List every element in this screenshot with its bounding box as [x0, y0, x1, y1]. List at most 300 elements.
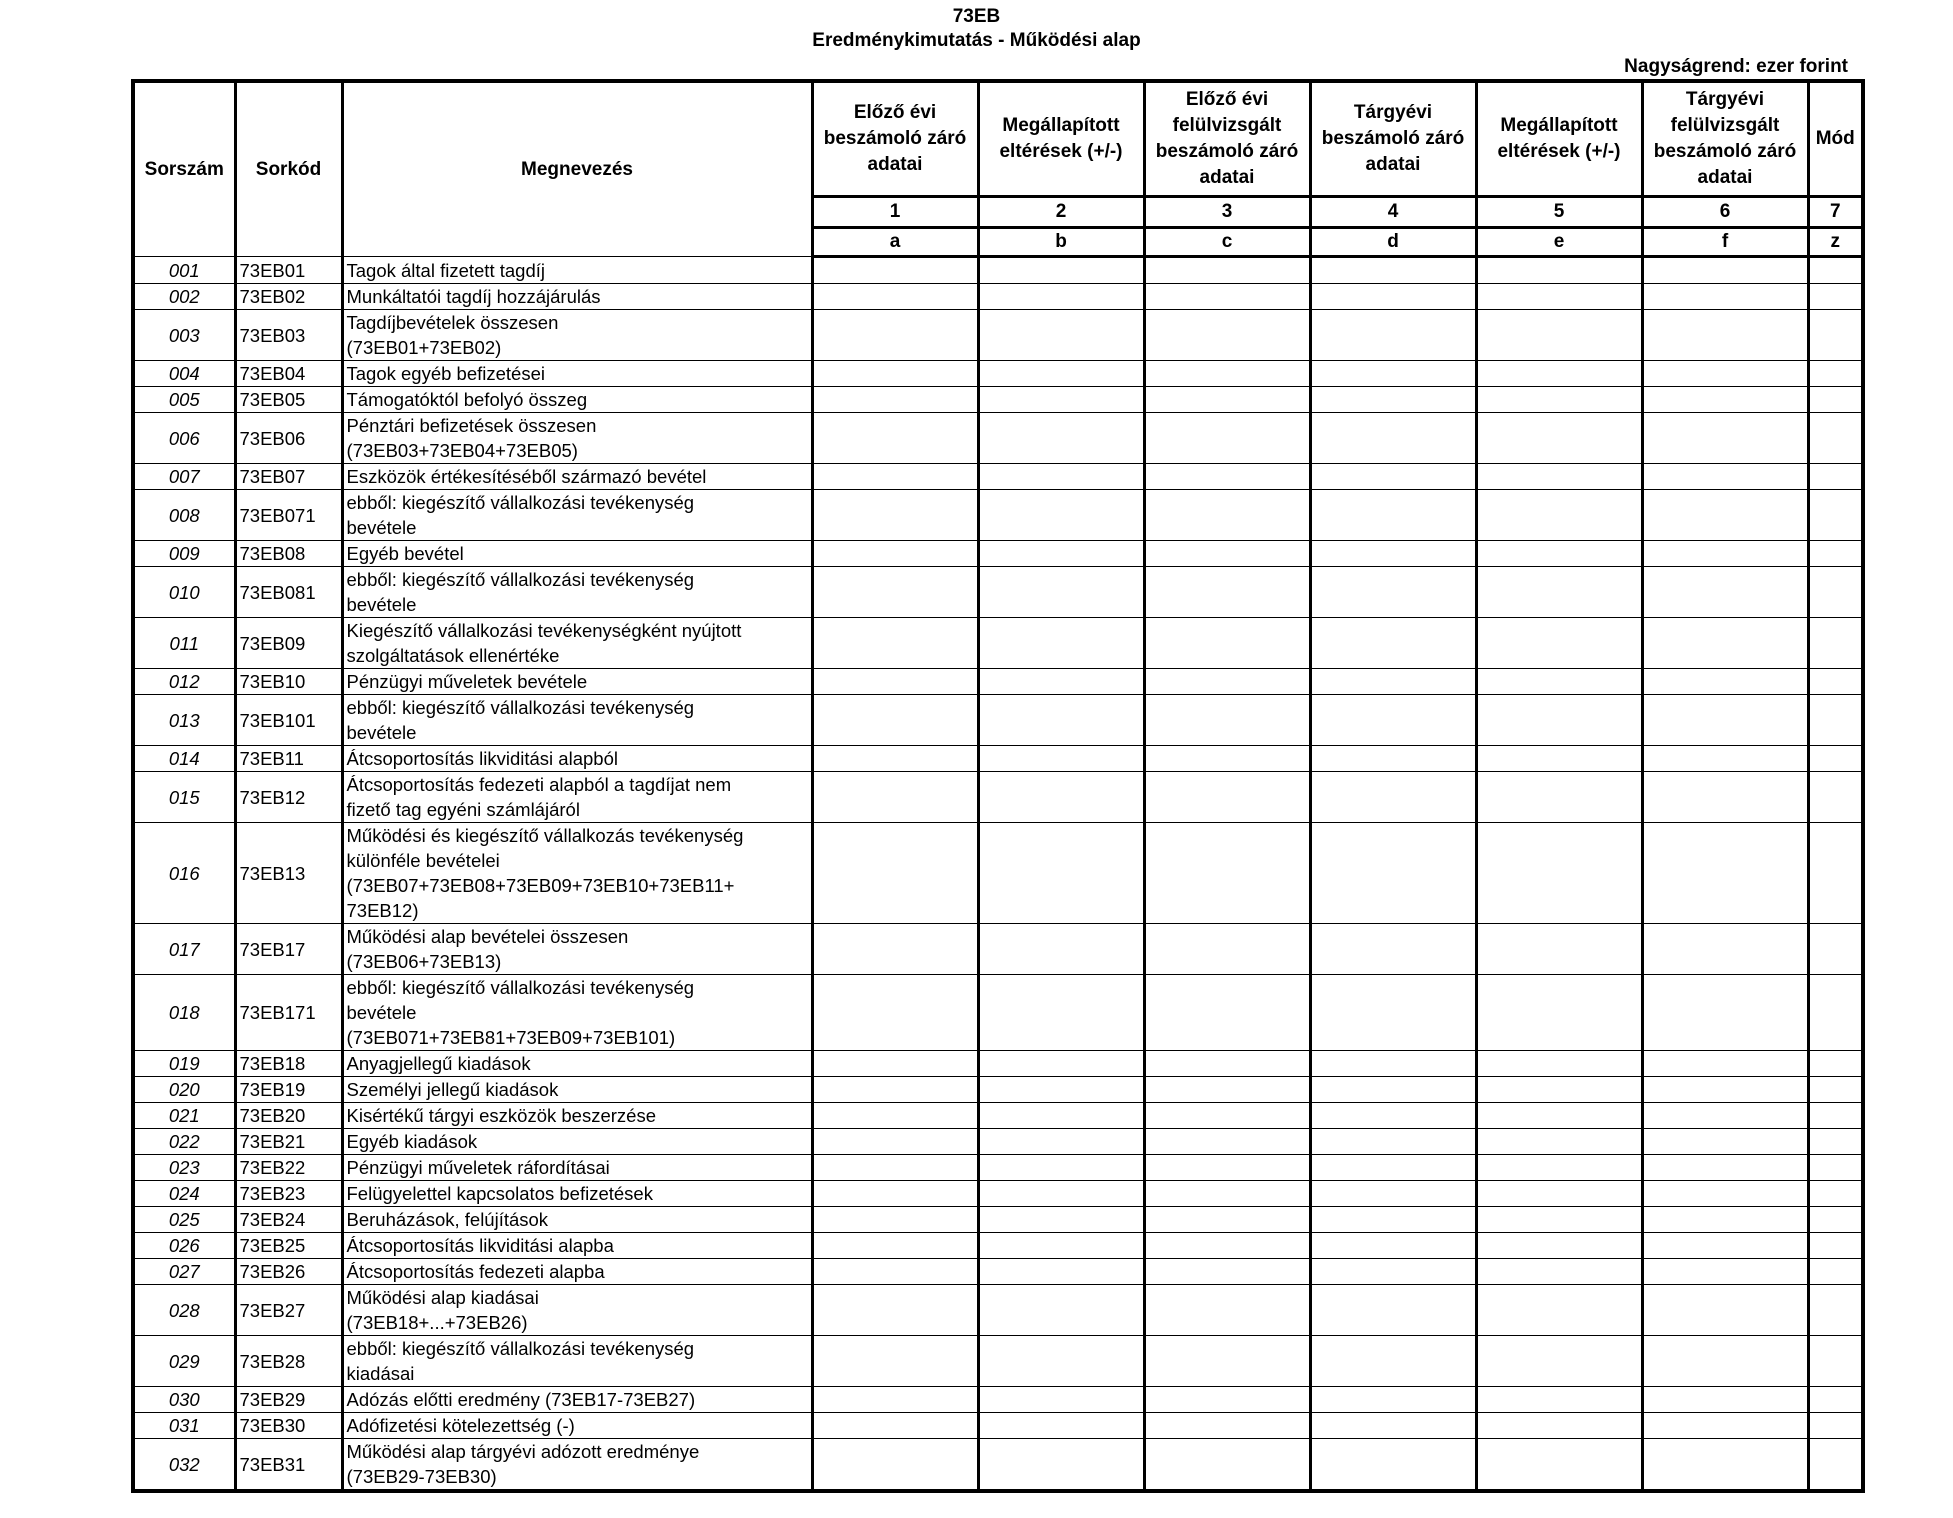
row-megnevezes — [342, 975, 812, 1051]
value-cell-col-3[interactable] — [1144, 1077, 1310, 1103]
value-cell-col-6[interactable] — [1642, 1439, 1808, 1492]
value-cell-col-7[interactable] — [1808, 310, 1863, 361]
table-row — [133, 669, 1863, 695]
value-cell-col-2[interactable] — [978, 1181, 1144, 1207]
value-cell-col-5[interactable] — [1476, 284, 1642, 310]
value-cell-col-3[interactable] — [1144, 284, 1310, 310]
value-cell-col-7[interactable] — [1808, 1439, 1863, 1492]
value-cell-col-5[interactable] — [1476, 1413, 1642, 1439]
value-cell-col-7[interactable] — [1808, 464, 1863, 490]
value-cell-col-5[interactable] — [1476, 490, 1642, 541]
value-cell-col-3[interactable] — [1144, 1155, 1310, 1181]
value-cell-col-4[interactable] — [1310, 1103, 1476, 1129]
value-cell-col-7[interactable] — [1808, 1387, 1863, 1413]
value-cell-col-1[interactable] — [812, 1077, 978, 1103]
value-cell-col-6[interactable] — [1642, 361, 1808, 387]
value-cell-col-4[interactable] — [1310, 1155, 1476, 1181]
value-cell-col-4[interactable] — [1310, 1207, 1476, 1233]
value-cell-col-6[interactable] — [1642, 1413, 1808, 1439]
value-cell-col-4[interactable] — [1310, 1077, 1476, 1103]
value-cell-col-2[interactable] — [978, 1103, 1144, 1129]
value-cell-col-3[interactable] — [1144, 464, 1310, 490]
value-cell-col-6[interactable] — [1642, 1259, 1808, 1285]
row-megnevezes-line: (73EB01+73EB02) — [346, 337, 502, 358]
value-cell-col-4[interactable] — [1310, 464, 1476, 490]
value-cell-col-6[interactable] — [1642, 1051, 1808, 1077]
value-cell-col-5[interactable] — [1476, 772, 1642, 823]
value-cell-col-6[interactable] — [1642, 1181, 1808, 1207]
value-cell-col-1[interactable] — [812, 1259, 978, 1285]
header-col-3: Előző évi felülvizsgált beszámoló záró adatai — [1144, 81, 1310, 197]
value-cell-col-4[interactable] — [1310, 1413, 1476, 1439]
value-cell-col-2[interactable] — [978, 413, 1144, 464]
value-cell-col-1[interactable] — [812, 490, 978, 541]
row-megnevezes-line: bevétele — [346, 722, 417, 743]
value-cell-col-1[interactable] — [812, 1181, 978, 1207]
value-cell-col-1[interactable] — [812, 1155, 978, 1181]
table-row — [133, 1387, 1863, 1413]
value-cell-col-7[interactable] — [1808, 1181, 1863, 1207]
value-cell-col-5[interactable] — [1476, 541, 1642, 567]
value-cell-col-6[interactable] — [1642, 413, 1808, 464]
value-cell-col-3[interactable] — [1144, 823, 1310, 924]
value-cell-col-1[interactable] — [812, 1129, 978, 1155]
value-cell-col-1[interactable] — [812, 823, 978, 924]
value-cell-col-2[interactable] — [978, 541, 1144, 567]
value-cell-col-7[interactable] — [1808, 490, 1863, 541]
row-sorszam: 007 — [133, 464, 235, 490]
value-cell-col-1[interactable] — [812, 257, 978, 284]
value-cell-col-6[interactable] — [1642, 1285, 1808, 1336]
value-cell-col-7[interactable] — [1808, 1077, 1863, 1103]
row-megnevezes — [342, 746, 812, 772]
table-row — [133, 1129, 1863, 1155]
value-cell-col-5[interactable] — [1476, 1387, 1642, 1413]
value-cell-col-6[interactable] — [1642, 1387, 1808, 1413]
value-cell-col-7[interactable] — [1808, 975, 1863, 1051]
value-cell-col-6[interactable] — [1642, 823, 1808, 924]
value-cell-col-2[interactable] — [978, 284, 1144, 310]
value-cell-col-6[interactable] — [1642, 1103, 1808, 1129]
value-cell-col-2[interactable] — [978, 924, 1144, 975]
value-cell-col-4[interactable] — [1310, 746, 1476, 772]
value-cell-col-4[interactable] — [1310, 567, 1476, 618]
header-col-letter: d — [1310, 228, 1476, 257]
row-sorszam: 010 — [133, 567, 235, 618]
value-cell-col-3[interactable] — [1144, 1259, 1310, 1285]
value-cell-col-5[interactable] — [1476, 669, 1642, 695]
row-megnevezes-line: Működési és kiegészítő vállalkozás tevékenység — [346, 825, 744, 846]
row-sorszam: 018 — [133, 975, 235, 1051]
value-cell-col-2[interactable] — [978, 618, 1144, 669]
row-sorkod: 73EB23 — [235, 1181, 342, 1207]
value-cell-col-3[interactable] — [1144, 361, 1310, 387]
row-megnevezes-line: Átcsoportosítás likviditási alapból — [346, 748, 618, 769]
value-cell-col-5[interactable] — [1476, 1439, 1642, 1492]
row-megnevezes — [342, 1207, 812, 1233]
row-megnevezes-line: Adózás előtti eredmény (73EB17-73EB27) — [346, 1389, 696, 1410]
value-cell-col-6[interactable] — [1642, 669, 1808, 695]
row-sorszam: 028 — [133, 1285, 235, 1336]
header-sorkod: Sorkód — [235, 81, 342, 257]
value-cell-col-4[interactable] — [1310, 823, 1476, 924]
value-cell-col-1[interactable] — [812, 746, 978, 772]
value-cell-col-3[interactable] — [1144, 310, 1310, 361]
row-megnevezes-line: (73EB18+...+73EB26) — [346, 1312, 528, 1333]
value-cell-col-2[interactable] — [978, 1387, 1144, 1413]
value-cell-col-7[interactable] — [1808, 413, 1863, 464]
value-cell-col-5[interactable] — [1476, 310, 1642, 361]
value-cell-col-7[interactable] — [1808, 1207, 1863, 1233]
value-cell-col-4[interactable] — [1310, 284, 1476, 310]
row-sorszam: 012 — [133, 669, 235, 695]
value-cell-col-2[interactable] — [978, 746, 1144, 772]
row-megnevezes-line: (73EB07+73EB08+73EB09+73EB10+73EB11+ — [346, 875, 735, 896]
value-cell-col-4[interactable] — [1310, 695, 1476, 746]
row-sorszam: 004 — [133, 361, 235, 387]
value-cell-col-5[interactable] — [1476, 618, 1642, 669]
value-cell-col-7[interactable] — [1808, 924, 1863, 975]
value-cell-col-5[interactable] — [1476, 387, 1642, 413]
value-cell-col-7[interactable] — [1808, 695, 1863, 746]
value-cell-col-1[interactable] — [812, 1051, 978, 1077]
value-cell-col-3[interactable] — [1144, 1413, 1310, 1439]
value-cell-col-3[interactable] — [1144, 567, 1310, 618]
value-cell-col-7[interactable] — [1808, 284, 1863, 310]
row-megnevezes-line: bevétele — [346, 594, 417, 615]
table-row — [133, 1181, 1863, 1207]
value-cell-col-2[interactable] — [978, 490, 1144, 541]
value-cell-col-2[interactable] — [978, 669, 1144, 695]
value-cell-col-1[interactable] — [812, 1103, 978, 1129]
value-cell-col-6[interactable] — [1642, 746, 1808, 772]
value-cell-col-4[interactable] — [1310, 924, 1476, 975]
value-cell-col-4[interactable] — [1310, 618, 1476, 669]
value-cell-col-1[interactable] — [812, 310, 978, 361]
row-sorszam: 001 — [133, 257, 235, 284]
value-cell-col-3[interactable] — [1144, 1207, 1310, 1233]
value-cell-col-6[interactable] — [1642, 464, 1808, 490]
value-cell-col-7[interactable] — [1808, 361, 1863, 387]
value-cell-col-5[interactable] — [1476, 361, 1642, 387]
value-cell-col-4[interactable] — [1310, 1233, 1476, 1259]
row-megnevezes — [342, 1077, 812, 1103]
value-cell-col-1[interactable] — [812, 695, 978, 746]
value-cell-col-7[interactable] — [1808, 618, 1863, 669]
value-cell-col-6[interactable] — [1642, 567, 1808, 618]
value-cell-col-2[interactable] — [978, 257, 1144, 284]
value-cell-col-6[interactable] — [1642, 1336, 1808, 1387]
row-sorkod: 73EB29 — [235, 1387, 342, 1413]
value-cell-col-1[interactable] — [812, 924, 978, 975]
value-cell-col-4[interactable] — [1310, 257, 1476, 284]
value-cell-col-4[interactable] — [1310, 310, 1476, 361]
value-cell-col-5[interactable] — [1476, 1181, 1642, 1207]
value-cell-col-5[interactable] — [1476, 1077, 1642, 1103]
row-sorszam: 003 — [133, 310, 235, 361]
table-row — [133, 975, 1863, 1051]
value-cell-col-1[interactable] — [812, 1233, 978, 1259]
value-cell-col-5[interactable] — [1476, 1259, 1642, 1285]
row-sorszam: 020 — [133, 1077, 235, 1103]
value-cell-col-1[interactable] — [812, 1439, 978, 1492]
value-cell-col-5[interactable] — [1476, 823, 1642, 924]
value-cell-col-5[interactable] — [1476, 1336, 1642, 1387]
value-cell-col-1[interactable] — [812, 772, 978, 823]
row-megnevezes — [342, 1285, 812, 1336]
value-cell-col-2[interactable] — [978, 567, 1144, 618]
value-cell-col-3[interactable] — [1144, 669, 1310, 695]
row-sorszam: 027 — [133, 1259, 235, 1285]
value-cell-col-1[interactable] — [812, 1387, 978, 1413]
row-megnevezes-line: ebből: kiegészítő vállalkozási tevékenység — [346, 569, 695, 590]
row-megnevezes-line: Átcsoportosítás fedezeti alapból a tagdíjat nem — [346, 774, 732, 795]
value-cell-col-3[interactable] — [1144, 975, 1310, 1051]
table-row — [133, 310, 1863, 361]
table-row — [133, 1336, 1863, 1387]
value-cell-col-2[interactable] — [978, 1077, 1144, 1103]
value-cell-col-4[interactable] — [1310, 387, 1476, 413]
value-cell-col-5[interactable] — [1476, 1207, 1642, 1233]
row-sorkod: 73EB21 — [235, 1129, 342, 1155]
row-sorkod: 73EB24 — [235, 1207, 342, 1233]
value-cell-col-7[interactable] — [1808, 1336, 1863, 1387]
value-cell-col-7[interactable] — [1808, 1285, 1863, 1336]
value-cell-col-2[interactable] — [978, 772, 1144, 823]
value-cell-col-3[interactable] — [1144, 1103, 1310, 1129]
value-cell-col-1[interactable] — [812, 567, 978, 618]
header-col-number: 6 — [1642, 197, 1808, 228]
value-cell-col-3[interactable] — [1144, 746, 1310, 772]
value-cell-col-5[interactable] — [1476, 746, 1642, 772]
value-cell-col-2[interactable] — [978, 1413, 1144, 1439]
value-cell-col-1[interactable] — [812, 669, 978, 695]
value-cell-col-4[interactable] — [1310, 1051, 1476, 1077]
value-cell-col-3[interactable] — [1144, 1129, 1310, 1155]
value-cell-col-2[interactable] — [978, 310, 1144, 361]
header-col-number: 1 — [812, 197, 978, 228]
value-cell-col-4[interactable] — [1310, 361, 1476, 387]
value-cell-col-1[interactable] — [812, 1413, 978, 1439]
value-cell-col-6[interactable] — [1642, 387, 1808, 413]
value-cell-col-4[interactable] — [1310, 1285, 1476, 1336]
value-cell-col-3[interactable] — [1144, 1181, 1310, 1207]
value-cell-col-4[interactable] — [1310, 669, 1476, 695]
value-cell-col-3[interactable] — [1144, 618, 1310, 669]
value-cell-col-3[interactable] — [1144, 772, 1310, 823]
value-cell-col-2[interactable] — [978, 1155, 1144, 1181]
value-cell-col-6[interactable] — [1642, 1129, 1808, 1155]
value-cell-col-6[interactable] — [1642, 618, 1808, 669]
row-sorkod: 73EB26 — [235, 1259, 342, 1285]
table-row — [133, 257, 1863, 284]
value-cell-col-4[interactable] — [1310, 1129, 1476, 1155]
value-cell-col-7[interactable] — [1808, 1259, 1863, 1285]
value-cell-col-6[interactable] — [1642, 772, 1808, 823]
value-cell-col-1[interactable] — [812, 975, 978, 1051]
value-cell-col-6[interactable] — [1642, 924, 1808, 975]
row-megnevezes-line: (73EB03+73EB04+73EB05) — [346, 440, 578, 461]
value-cell-col-1[interactable] — [812, 618, 978, 669]
value-cell-col-7[interactable] — [1808, 1129, 1863, 1155]
row-sorkod: 73EB18 — [235, 1051, 342, 1077]
row-sorszam: 011 — [133, 618, 235, 669]
value-cell-col-6[interactable] — [1642, 695, 1808, 746]
table-row — [133, 361, 1863, 387]
value-cell-col-7[interactable] — [1808, 823, 1863, 924]
value-cell-col-7[interactable] — [1808, 1051, 1863, 1077]
value-cell-col-3[interactable] — [1144, 695, 1310, 746]
value-cell-col-2[interactable] — [978, 1285, 1144, 1336]
value-cell-col-2[interactable] — [978, 695, 1144, 746]
value-cell-col-5[interactable] — [1476, 1103, 1642, 1129]
value-cell-col-4[interactable] — [1310, 413, 1476, 464]
value-cell-col-6[interactable] — [1642, 1077, 1808, 1103]
value-cell-col-5[interactable] — [1476, 1285, 1642, 1336]
row-sorkod: 73EB171 — [235, 975, 342, 1051]
value-cell-col-5[interactable] — [1476, 695, 1642, 746]
value-cell-col-4[interactable] — [1310, 975, 1476, 1051]
value-cell-col-1[interactable] — [812, 1336, 978, 1387]
value-cell-col-3[interactable] — [1144, 257, 1310, 284]
row-megnevezes — [342, 1155, 812, 1181]
value-cell-col-7[interactable] — [1808, 1413, 1863, 1439]
value-cell-col-4[interactable] — [1310, 1336, 1476, 1387]
value-cell-col-6[interactable] — [1642, 284, 1808, 310]
value-cell-col-3[interactable] — [1144, 1387, 1310, 1413]
value-cell-col-3[interactable] — [1144, 1336, 1310, 1387]
header-col-7: Mód — [1808, 81, 1863, 197]
value-cell-col-3[interactable] — [1144, 387, 1310, 413]
value-cell-col-2[interactable] — [978, 823, 1144, 924]
value-cell-col-7[interactable] — [1808, 1155, 1863, 1181]
value-cell-col-6[interactable] — [1642, 1233, 1808, 1259]
value-cell-col-2[interactable] — [978, 975, 1144, 1051]
value-cell-col-1[interactable] — [812, 413, 978, 464]
row-sorszam: 016 — [133, 823, 235, 924]
row-sorkod: 73EB30 — [235, 1413, 342, 1439]
value-cell-col-5[interactable] — [1476, 257, 1642, 284]
value-cell-col-3[interactable] — [1144, 1051, 1310, 1077]
value-cell-col-7[interactable] — [1808, 1103, 1863, 1129]
row-sorkod: 73EB09 — [235, 618, 342, 669]
value-cell-col-2[interactable] — [978, 1233, 1144, 1259]
row-megnevezes-line: Átcsoportosítás fedezeti alapba — [346, 1261, 605, 1282]
row-megnevezes-line: Működési alap bevételei összesen — [346, 926, 629, 947]
value-cell-col-5[interactable] — [1476, 464, 1642, 490]
value-cell-col-5[interactable] — [1476, 1233, 1642, 1259]
value-cell-col-2[interactable] — [978, 1207, 1144, 1233]
value-cell-col-5[interactable] — [1476, 1155, 1642, 1181]
value-cell-col-5[interactable] — [1476, 413, 1642, 464]
value-cell-col-2[interactable] — [978, 361, 1144, 387]
value-cell-col-6[interactable] — [1642, 541, 1808, 567]
value-cell-col-6[interactable] — [1642, 1207, 1808, 1233]
value-cell-col-3[interactable] — [1144, 541, 1310, 567]
value-cell-col-2[interactable] — [978, 1259, 1144, 1285]
header-col-number: 2 — [978, 197, 1144, 228]
value-cell-col-4[interactable] — [1310, 490, 1476, 541]
row-megnevezes-line: Munkáltatói tagdíj hozzájárulás — [346, 286, 601, 307]
row-megnevezes — [342, 1181, 812, 1207]
value-cell-col-1[interactable] — [812, 1285, 978, 1336]
row-megnevezes-line: Tagdíjbevételek összesen — [346, 312, 559, 333]
table-row — [133, 387, 1863, 413]
value-cell-col-7[interactable] — [1808, 669, 1863, 695]
row-sorszam: 023 — [133, 1155, 235, 1181]
row-megnevezes-line: Kiegészítő vállalkozási tevékenységként nyújtott — [346, 620, 742, 641]
table-row — [133, 413, 1863, 464]
value-cell-col-1[interactable] — [812, 284, 978, 310]
value-cell-col-2[interactable] — [978, 464, 1144, 490]
table-row — [133, 1077, 1863, 1103]
row-megnevezes — [342, 310, 812, 361]
row-megnevezes-line: ebből: kiegészítő vállalkozási tevékenység — [346, 977, 695, 998]
value-cell-col-7[interactable] — [1808, 746, 1863, 772]
value-cell-col-2[interactable] — [978, 1336, 1144, 1387]
row-megnevezes-line: Pénzügyi műveletek bevétele — [346, 671, 588, 692]
value-cell-col-2[interactable] — [978, 1051, 1144, 1077]
value-cell-col-1[interactable] — [812, 361, 978, 387]
value-cell-col-7[interactable] — [1808, 541, 1863, 567]
value-cell-col-7[interactable] — [1808, 387, 1863, 413]
value-cell-col-7[interactable] — [1808, 567, 1863, 618]
value-cell-col-6[interactable] — [1642, 490, 1808, 541]
value-cell-col-4[interactable] — [1310, 1439, 1476, 1492]
row-megnevezes-line: bevétele — [346, 517, 417, 538]
value-cell-col-2[interactable] — [978, 1129, 1144, 1155]
value-cell-col-1[interactable] — [812, 464, 978, 490]
value-cell-col-1[interactable] — [812, 387, 978, 413]
value-cell-col-7[interactable] — [1808, 1233, 1863, 1259]
value-cell-col-5[interactable] — [1476, 975, 1642, 1051]
value-cell-col-5[interactable] — [1476, 1129, 1642, 1155]
value-cell-col-6[interactable] — [1642, 975, 1808, 1051]
value-cell-col-2[interactable] — [978, 1439, 1144, 1492]
value-cell-col-1[interactable] — [812, 541, 978, 567]
value-cell-col-5[interactable] — [1476, 924, 1642, 975]
row-megnevezes — [342, 361, 812, 387]
value-cell-col-1[interactable] — [812, 1207, 978, 1233]
table-row — [133, 823, 1863, 924]
value-cell-col-2[interactable] — [978, 387, 1144, 413]
value-cell-col-3[interactable] — [1144, 1233, 1310, 1259]
value-cell-col-4[interactable] — [1310, 1387, 1476, 1413]
value-cell-col-3[interactable] — [1144, 490, 1310, 541]
value-cell-col-7[interactable] — [1808, 257, 1863, 284]
value-cell-col-6[interactable] — [1642, 257, 1808, 284]
value-cell-col-3[interactable] — [1144, 413, 1310, 464]
table-row — [133, 618, 1863, 669]
value-cell-col-5[interactable] — [1476, 567, 1642, 618]
value-cell-col-3[interactable] — [1144, 1439, 1310, 1492]
row-sorszam: 006 — [133, 413, 235, 464]
value-cell-col-4[interactable] — [1310, 541, 1476, 567]
row-megnevezes — [342, 1103, 812, 1129]
value-cell-col-7[interactable] — [1808, 772, 1863, 823]
value-cell-col-3[interactable] — [1144, 1285, 1310, 1336]
row-sorkod: 73EB101 — [235, 695, 342, 746]
value-cell-col-6[interactable] — [1642, 310, 1808, 361]
value-cell-col-4[interactable] — [1310, 772, 1476, 823]
row-megnevezes — [342, 464, 812, 490]
row-megnevezes-line: Kisértékű tárgyi eszközök beszerzése — [346, 1105, 656, 1126]
value-cell-col-6[interactable] — [1642, 1155, 1808, 1181]
value-cell-col-5[interactable] — [1476, 1051, 1642, 1077]
value-cell-col-4[interactable] — [1310, 1181, 1476, 1207]
value-cell-col-3[interactable] — [1144, 924, 1310, 975]
value-cell-col-4[interactable] — [1310, 1259, 1476, 1285]
